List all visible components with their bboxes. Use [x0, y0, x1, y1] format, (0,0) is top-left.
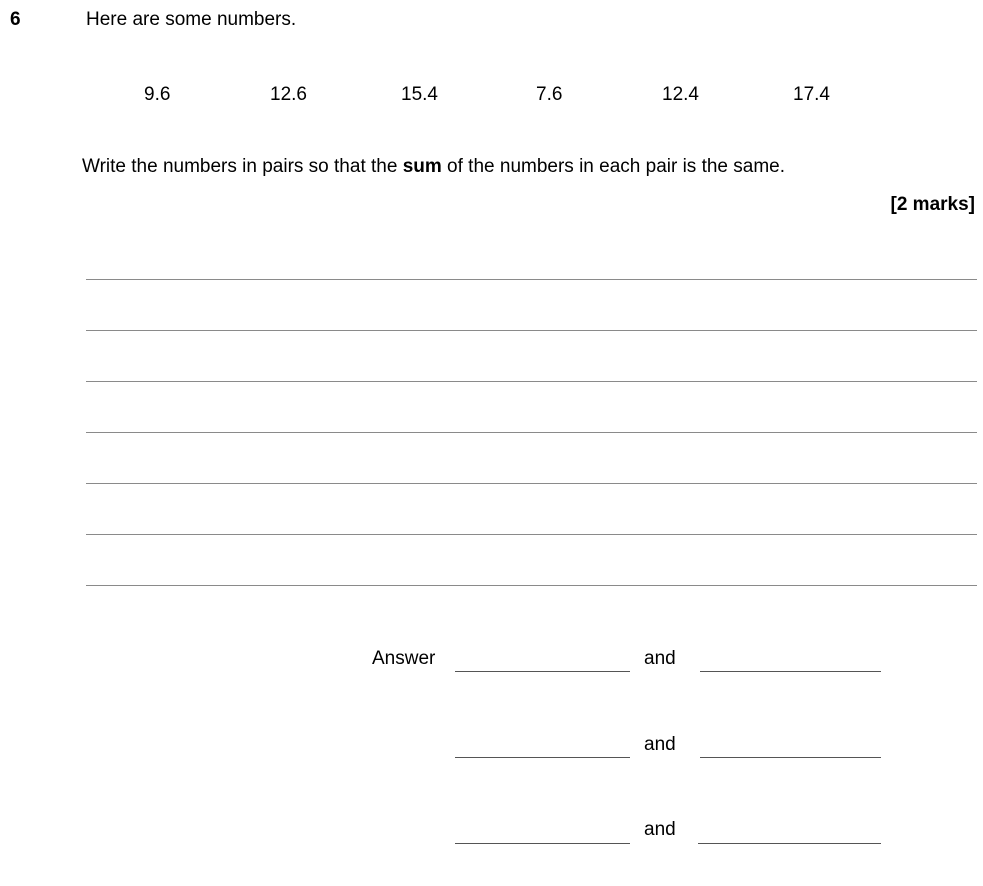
- working-line[interactable]: [86, 483, 977, 484]
- answer-blank-1b[interactable]: [700, 671, 881, 672]
- working-line[interactable]: [86, 534, 977, 535]
- number-item: 12.6: [270, 84, 307, 105]
- number-item: 7.6: [536, 84, 563, 105]
- question-intro: Here are some numbers.: [86, 9, 297, 30]
- answer-blank-2a[interactable]: [455, 757, 630, 758]
- working-line[interactable]: [86, 432, 977, 433]
- instruction-text-end: of the numbers in each pair is the same.: [441, 156, 786, 177]
- working-line[interactable]: [86, 585, 977, 586]
- number-item: 12.4: [662, 84, 699, 105]
- working-line[interactable]: [86, 279, 977, 280]
- and-label: and: [644, 734, 676, 755]
- answer-blank-3b[interactable]: [698, 843, 881, 844]
- and-label: and: [644, 648, 676, 669]
- number-item: 17.4: [793, 84, 830, 105]
- marks-label: [2 marks]: [890, 194, 975, 215]
- working-line[interactable]: [86, 381, 977, 382]
- answer-label: Answer: [372, 648, 436, 669]
- instruction-text: [82, 156, 785, 178]
- answer-blank-3a[interactable]: [455, 843, 630, 844]
- answer-blank-1a[interactable]: [455, 671, 630, 672]
- question-number: 6: [10, 9, 21, 30]
- number-item: 9.6: [144, 84, 171, 105]
- answer-blank-2b[interactable]: [700, 757, 881, 758]
- instruction-emphasis: sum: [402, 156, 442, 177]
- working-line[interactable]: [86, 330, 977, 331]
- number-item: 15.4: [401, 84, 438, 105]
- and-label: and: [644, 819, 676, 840]
- instruction-text-start: Write the numbers in pairs so that the: [82, 156, 403, 177]
